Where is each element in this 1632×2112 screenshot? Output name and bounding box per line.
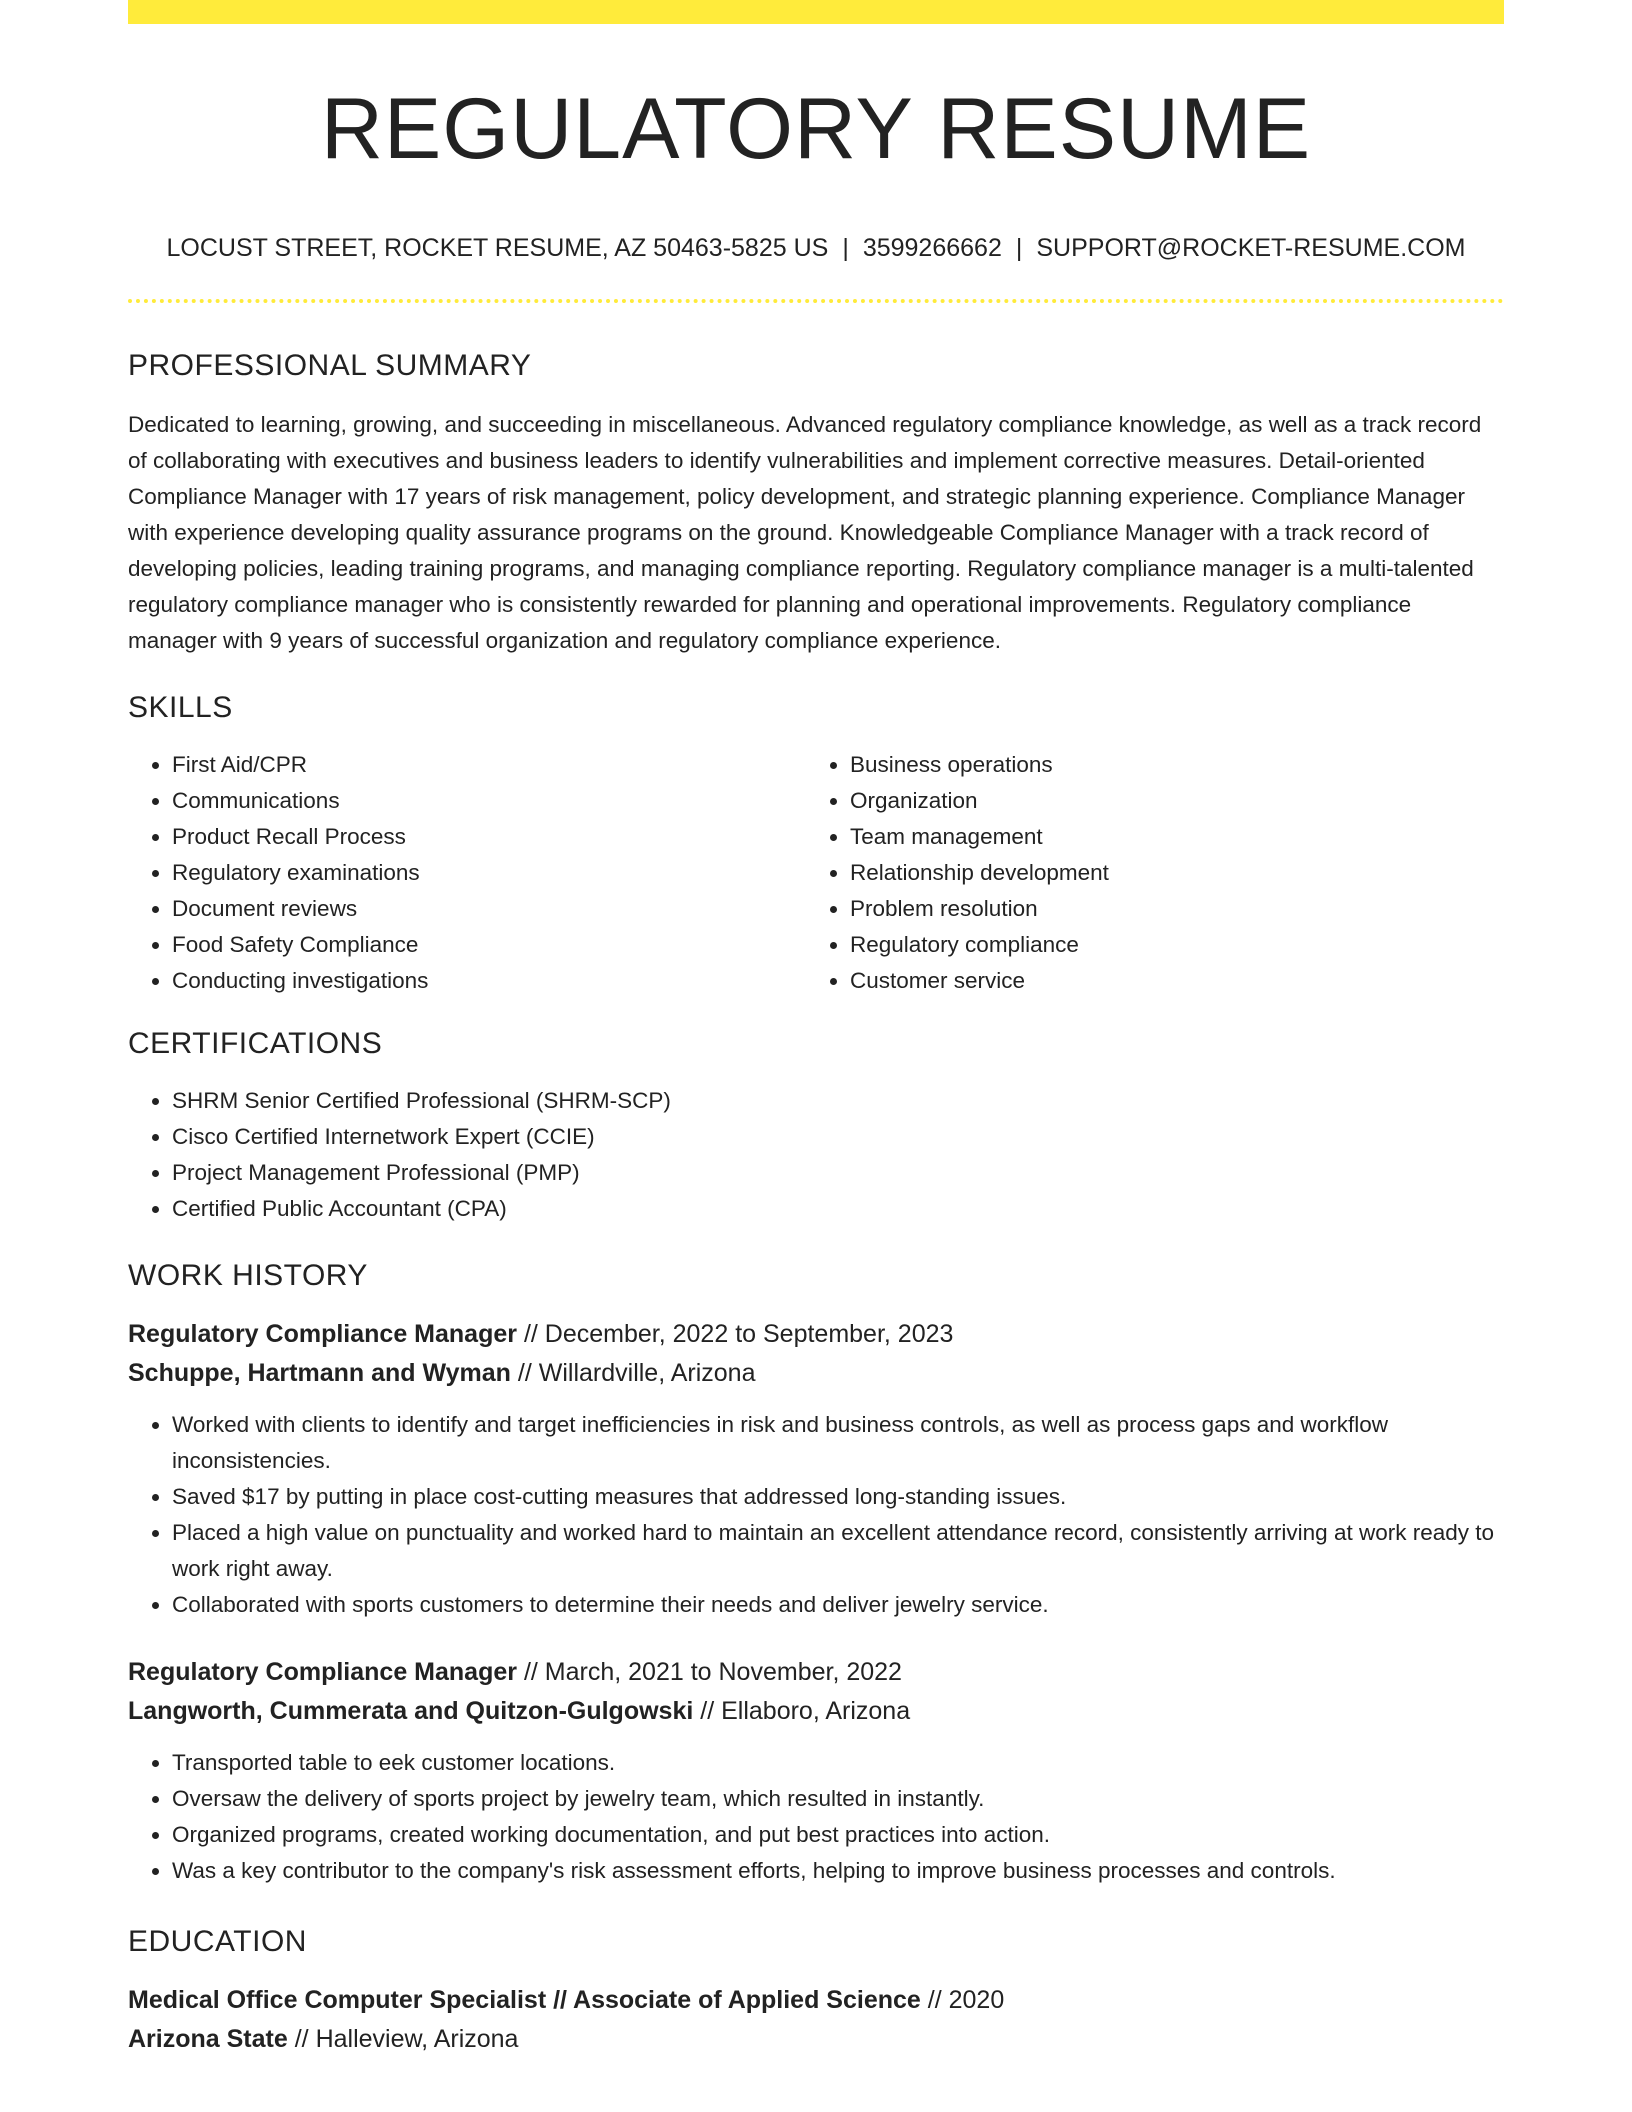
- education-year: 2020: [948, 1985, 1005, 2014]
- certification-item: • SHRM Senior Certified Professional (SHRM-SCP): [172, 1083, 1504, 1119]
- job-company-line: [128, 1692, 1504, 1731]
- certifications-list: [128, 1083, 1504, 1227]
- delimiter: //: [517, 1358, 532, 1387]
- header-divider: [128, 299, 1504, 303]
- contact-separator: |: [842, 233, 849, 262]
- skill-item: • Business operations: [850, 747, 1484, 783]
- delimiter: //: [523, 1319, 538, 1348]
- job-entry: [128, 1653, 1504, 1889]
- education-school-line: [128, 2020, 1504, 2059]
- certification-item: • Certified Public Accountant (CPA): [172, 1191, 1504, 1227]
- job-entry: [128, 1315, 1504, 1623]
- contact-phone: 3599266662: [862, 233, 1002, 262]
- contact-line: [128, 233, 1504, 263]
- skill-item: • Regulatory examinations: [172, 855, 806, 891]
- work-history-heading: WORK HISTORY: [128, 1258, 368, 1292]
- job-role: Regulatory Compliance Manager: [128, 1657, 517, 1686]
- skill-item: • Document reviews: [172, 891, 806, 927]
- skill-item: • Customer service: [850, 963, 1484, 999]
- certification-item: • Cisco Certified Internetwork Expert (CCIE): [172, 1119, 1504, 1155]
- delimiter: //: [294, 2024, 309, 2053]
- certifications-heading: CERTIFICATIONS: [128, 1026, 383, 1060]
- job-bullet: • Worked with clients to identify and target inefficiencies in risk and business controls, as well as process gaps and workflow inconsistencies.: [172, 1407, 1504, 1479]
- job-location: Willardville, Arizona: [538, 1358, 756, 1387]
- delimiter: //: [523, 1657, 538, 1686]
- job-bullets: [128, 1407, 1504, 1623]
- summary-text: Dedicated to learning, growing, and succeeding in miscellaneous. Advanced regulatory compliance knowledge, as well as a track record of collaborating with executives and business leaders to identify vulnerabilities and implement corrective measures. Detail-oriented Compliance Manager with 17 years of risk management, policy development, and strategic planning experience. Compliance Manager with experience developing quality assurance programs on the ground. Knowledgeable Compliance Manager with a track record of developing policies, leading training programs, and managing compliance reporting. Regulatory compliance manager is a multi-talented regulatory compliance manager who is consistently rewarded for planning and operational improvements. Regulatory compliance manager with 9 years of successful organization and regulatory compliance experience.: [128, 411, 1482, 653]
- education-school: Arizona State: [128, 2024, 288, 2053]
- job-company: Schuppe, Hartmann and Wyman: [128, 1358, 511, 1387]
- job-bullet: • Saved $17 by putting in place cost-cutting measures that addressed long-standing issues.: [172, 1479, 1504, 1515]
- education-location: Halleview, Arizona: [315, 2024, 519, 2053]
- resume-name: REGULATORY RESUME: [320, 81, 1312, 177]
- job-company: Langworth, Cummerata and Quitzon-Gulgowski: [128, 1696, 694, 1725]
- job-dates: December, 2022 to September, 2023: [544, 1319, 954, 1348]
- skill-item: • Food Safety Compliance: [172, 927, 806, 963]
- job-bullet: • Collaborated with sports customers to determine their needs and deliver jewelry service.: [172, 1587, 1504, 1623]
- job-bullet: • Organized programs, created working documentation, and put best practices into action.: [172, 1817, 1504, 1853]
- skill-item: • First Aid/CPR: [172, 747, 806, 783]
- skill-item: • Conducting investigations: [172, 963, 806, 999]
- contact-address: LOCUST STREET, ROCKET RESUME, AZ 50463-5825 US: [166, 233, 829, 262]
- job-bullet: • Was a key contributor to the company's risk assessment efforts, helping to improve business processes and controls.: [172, 1853, 1504, 1889]
- delimiter: //: [700, 1696, 715, 1725]
- contact-email: SUPPORT@ROCKET-RESUME.COM: [1036, 233, 1466, 262]
- skill-item: • Organization: [850, 783, 1484, 819]
- skill-item: • Product Recall Process: [172, 819, 806, 855]
- education-entry: [128, 1981, 1504, 2059]
- delimiter: //: [927, 1985, 942, 2014]
- skill-item: • Problem resolution: [850, 891, 1484, 927]
- certification-item: • Project Management Professional (PMP): [172, 1155, 1504, 1191]
- job-company-line: [128, 1354, 1504, 1393]
- resume-page: [128, 0, 1504, 2059]
- contact-separator: |: [1015, 233, 1023, 262]
- job-title-line: [128, 1653, 1504, 1692]
- skills-left-column: [128, 747, 806, 999]
- skill-item: • Regulatory compliance: [850, 927, 1484, 963]
- skill-item: • Relationship development: [850, 855, 1484, 891]
- skills-right-column: [806, 747, 1484, 999]
- education-degree-line: [128, 1981, 1504, 2020]
- skill-item: • Communications: [172, 783, 806, 819]
- job-title-line: [128, 1315, 1504, 1354]
- skill-item: • Team management: [850, 819, 1484, 855]
- education-degree: Medical Office Computer Specialist // Associate of Applied Science: [128, 1985, 921, 2014]
- job-dates: March, 2021 to November, 2022: [544, 1657, 902, 1686]
- job-location: Ellaboro, Arizona: [721, 1696, 911, 1725]
- job-bullet: • Transported table to eek customer locations.: [172, 1745, 1504, 1781]
- job-role: Regulatory Compliance Manager: [128, 1319, 517, 1348]
- skills-grid: [128, 747, 1504, 999]
- job-bullet: • Oversaw the delivery of sports project by jewelry team, which resulted in instantly.: [172, 1781, 1504, 1817]
- education-heading: EDUCATION: [128, 1924, 307, 1958]
- top-accent-bar: [128, 0, 1504, 24]
- job-bullets: [128, 1745, 1504, 1889]
- summary-heading: PROFESSIONAL SUMMARY: [128, 348, 532, 382]
- job-bullet: • Placed a high value on punctuality and worked hard to maintain an excellent attendance record, consistently arriving at work ready to work right away.: [172, 1515, 1504, 1587]
- skills-heading: SKILLS: [128, 690, 233, 724]
